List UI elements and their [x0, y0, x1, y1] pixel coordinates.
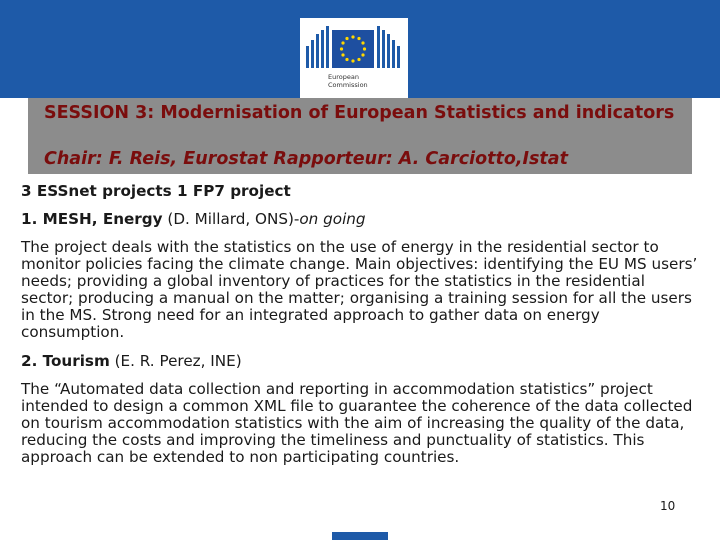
- session-title: SESSION 3: Modernisation of European Statistics and indicators: [44, 103, 675, 123]
- footer-tab: [332, 532, 388, 540]
- item1-body: The project deals with the statistics on the use of energy in the residential sector to monitor policies facing the climate change. Main objectives: identifying the EU MS users’ needs; providing a global inventory of practices for the statistics in the residential sector; producing a manual on the matter; organising a training session for all the users in the MS. Strong need for an integrated approach to gather data on energy consumption.: [21, 238, 698, 341]
- item1-status: on going: [299, 210, 366, 228]
- slide-content: [21, 183, 701, 466]
- logo-line-european: European: [328, 73, 359, 81]
- logo-text: [328, 73, 368, 89]
- item2-heading: [21, 353, 701, 370]
- session-chair: Chair: F. Reis, Eurostat Rapporteur: A. Carciotto,Istat: [44, 149, 568, 169]
- item1-label: 1. MESH, Energy: [21, 210, 163, 228]
- projects-heading: 3 ESSnet projects 1 FP7 project: [21, 182, 291, 200]
- page-number: 10: [660, 499, 676, 513]
- item2-body: The “Automated data collection and reporting in accommodation statistics” project intended to design a common XML file to guarantee the coherence of the data collected on tourism accommodation statistics with the aim of increasing the quality of the data, reducing the costs and improving the timeliness and punctuality of statistics. This approach can be extended to non participating countries.: [21, 380, 693, 466]
- european-commission-logo: [300, 18, 408, 98]
- item2-label: 2. Tourism: [21, 352, 110, 370]
- item2-who: (E. R. Perez, INE): [109, 352, 242, 370]
- item1-heading: [21, 211, 701, 228]
- item1-who: (D. Millard, ONS)-: [162, 210, 300, 228]
- session-title-bar: [28, 98, 692, 174]
- logo-line-commission: Commission: [328, 81, 368, 89]
